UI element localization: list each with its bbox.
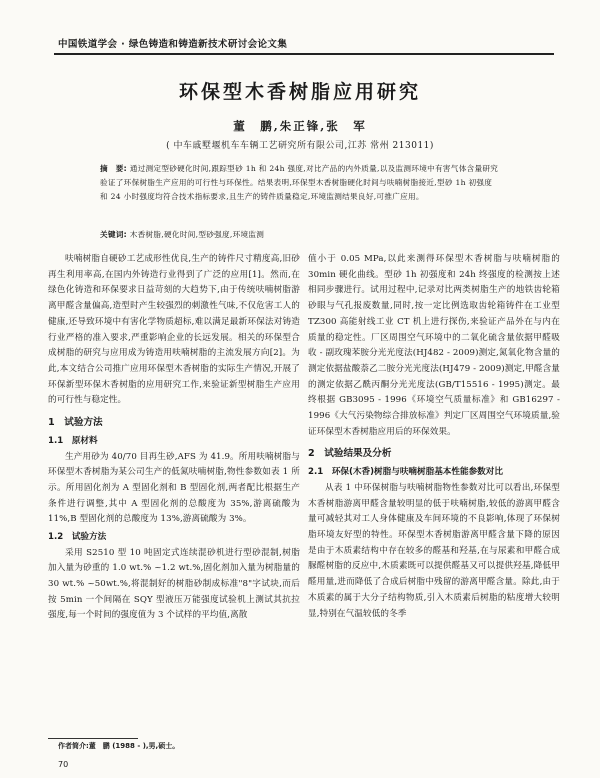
intro-paragraph: 呋喃树脂自硬砂工艺成形性优良,生产的铸件尺寸精度高,旧砂再生利用率高,在国内外铸造行业得到了广泛的应用[1]。然而,在绿色化铸造和环保要求日益苛刻的大趋势下,由于传统呋喃树脂游离甲醛含量偏高,造型时产生较强烈的刺激性气味,不仅危害工人的健康,还导致环境中有害化学物质超标,难以满足最新环保法对铸造行业严格的准入要求,严重影响企业的长远发展。相关的环保型合成树脂的研究与应用成为铸造用呋喃树脂的主流发展方向[2]。为此,本文结合公司推广应用环保型木香树脂的实际生产情况,开展了环保新型环保木香树脂的应用研究工作,来验证新型树脂生产应用的可行性与稳定性。 — [48, 254, 300, 406]
section-1-2-heading: 1.2 试验方法 — [48, 532, 107, 543]
page-number: 70 — [58, 760, 69, 769]
section-2-1-text: 从表 1 中环保树脂与呋喃树脂物性参数对比可以看出,环保型木香树脂游离甲醛含量较明显的低于呋喃树脂,较低的游离甲醛含量可减轻其对工人身体健康及车间环境的不良影响,体现了环保树脂环境友好型的特性。环保型木香树脂游离甲醛含量下降的原因是由于木质素结构中存在较多的醛基和羟基,在与尿素和甲醛合成脲醛树脂的反应中,木质素既可以提供醛基又可以提供羟基,降低甲醛用量,进而降低了合成后树脂中残留的游离甲醛含量。除此,由于木质素的属于大分子结构物质,引入木质素后树脂的粘度增大较明显,特别在气温较低的冬季 — [308, 482, 560, 619]
keywords-label: 关键词: — [100, 230, 128, 239]
section-1-1-text: 生产用砂为 40/70 目再生砂,AFS 为 41.9。所用呋喃树脂与环保型木香树脂为某公司生产的低氮呋喃树脂,物性参数如表 1 所示。所用固化剂为 A 型固化剂和 B 型固化剂,两者配比根据生产条件进行调整,其中 A 型固化剂的总酸度为 35%,游离硫酸为 11%,B 型固化剂的总酸度为 13%,游离硫酸为 3%。 — [48, 451, 300, 525]
continuation-paragraph: 值小于 0.05 MPa,以此来测得环保型木香树脂与呋喃树脂的 30min 硬化曲线。型砂 1h 初强度和 24h 终强度的检测按上述相同步骤进行。试用过程中,记录对比两类树脂生产的地铁齿轮箱砂眼与气孔报废数量,同时,按一定比例选取齿轮箱铸件在工业型 TZ300 高能射线工业 CT 机上进行探伤,来验证产品外在与内在质量的稳定性。厂区周围空气环境中的二氧化硫含量依据甲醛吸收 - 副玫瑰苯胺分光光度法(HJ482 - 2009)测定,氮氧化物含量的测定依据盐酸萘乙二胺分光光度法(HJ479 - 2009)测定,甲醛含量的测定依据乙酰丙酮分光光度法(GB/T15516 - 1995)测定。最终根据 GB3095 - 1996《环境空气质量标准》和 GB16297 - 1996《大气污染物综合排放标准》判定厂区周围空气环境质量,验证环保型木香树脂应用后的环保效果。 — [308, 254, 560, 437]
paper-title: 环保型木香树脂应用研究 — [178, 81, 421, 103]
section-1-2-text: 采用 S2510 型 10 吨固定式连续混砂机进行型砂混制,树脂加入量为砂重的 1.0 wt.% ~1.2 wt.%,固化剂加入量为树脂量的 30 wt.% ~50wt.%,将混制好的树脂砂制成标准"8"字试块,而后按 5min 一个间隔在 SQY 型液压万能强度试验机上测试其抗拉强度,每一个时间的强度值为 3 个试样的平均值,离散 — [48, 547, 300, 621]
keywords-text: 木香树脂,硬化时间,型砂强度,环境监测 — [129, 230, 265, 239]
abstract — [100, 162, 500, 205]
section-1-1-heading: 1.1 原材料 — [48, 436, 98, 447]
keywords — [100, 228, 500, 242]
author-footnote: 作者简介:董 鹏 (1988 - ),男,硕士。 — [58, 742, 180, 750]
footnote-rule — [48, 738, 138, 739]
paper-affiliation: ( 中车戚墅堰机车车辆工艺研究所有限公司,江苏 常州 213011) — [166, 141, 434, 151]
left-column — [48, 252, 300, 624]
abstract-label: 摘 要: — [100, 164, 128, 173]
running-header: 中国铁道学会 · 绿色铸造和铸造新技术研讨会论文集 — [58, 39, 288, 50]
header-rule — [54, 53, 554, 55]
section-2-heading: 2 试验结果及分析 — [308, 448, 392, 460]
section-2-1-heading: 2.1 环保(木香)树脂与呋喃树脂基本性能参数对比 — [308, 467, 503, 478]
right-column — [308, 252, 560, 622]
paper-authors: 董 鹏,朱正锋,张 军 — [233, 119, 367, 133]
abstract-text: 通过测定型砂硬化时间,跟踪型砂 1h 和 24h 强度,对比产品的内外质量,以及监测环境中有害气体含量研究验证了环保树脂生产应用的可行性与环保性。结果表明,环保型木香树脂硬化时间与呋喃树脂接近,型砂 1h 初强度和 24 小时强度均符合技术指标要求,且生产的铸件质量稳定,环境监测结果良好,可推广应用。 — [100, 164, 499, 202]
section-1-heading: 1 试验方法 — [48, 417, 103, 429]
